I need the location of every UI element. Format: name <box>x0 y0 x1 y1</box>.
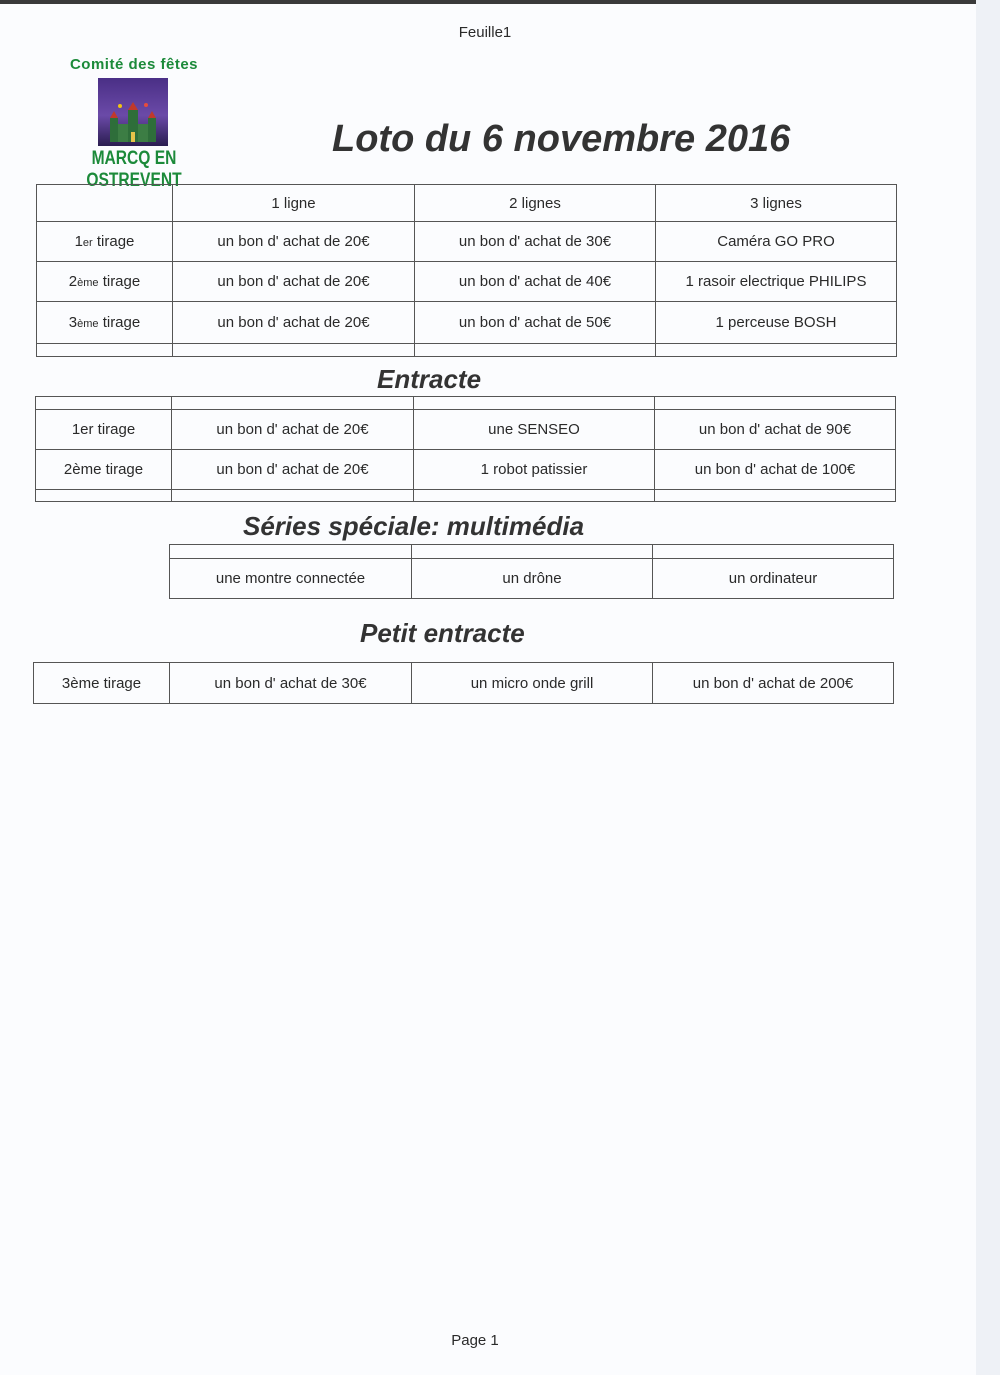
table-cell: une montre connectée <box>170 559 412 599</box>
table-row <box>170 559 894 599</box>
scan-top-edge <box>0 0 1000 4</box>
row-label <box>37 262 173 302</box>
scan-right-edge <box>976 0 1000 1375</box>
sheet-name: Feuille1 <box>458 24 512 41</box>
series-heading: Séries spéciale: multimédia <box>243 511 585 541</box>
table-cell: un bon d' achat de 30€ <box>415 222 656 262</box>
table-cell: un bon d' achat de 40€ <box>415 262 656 302</box>
table-row <box>36 450 896 490</box>
table-cell: 1 robot patissier <box>414 450 655 490</box>
table-cell: un bon d' achat de 50€ <box>415 302 656 344</box>
row-label: 1er tirage <box>36 410 172 450</box>
table-cell: un ordinateur <box>653 559 894 599</box>
table-cell: un bon d' achat de 20€ <box>172 410 414 450</box>
row-label-suffix: ème <box>77 318 99 330</box>
header-cell: 1 ligne <box>173 185 415 222</box>
page-title: Loto du 6 novembre 2016 <box>332 118 791 160</box>
castle-fireworks-image <box>98 78 168 146</box>
entracte-table <box>35 396 896 502</box>
row-label-word: tirage <box>102 273 141 290</box>
table-cell: une SENSEO <box>414 410 655 450</box>
table-spacer-row <box>36 490 896 502</box>
table-cell: un bon d' achat de 20€ <box>173 222 415 262</box>
row-label-word: tirage <box>96 233 135 250</box>
table-cell: 1 rasoir electrique PHILIPS <box>656 262 897 302</box>
table-spacer-row <box>36 397 896 410</box>
logo <box>44 56 224 191</box>
table-row <box>37 222 897 262</box>
page-number: Page 1 <box>451 1332 499 1349</box>
table-cell: 1 perceuse BOSH <box>656 302 897 344</box>
entracte-heading: Entracte <box>377 364 482 394</box>
logo-top-text: Comité des fêtes <box>69 56 199 73</box>
petit-entracte-heading: Petit entracte <box>360 618 525 648</box>
table-spacer-row <box>170 545 894 559</box>
table-cell: un bon d' achat de 90€ <box>655 410 896 450</box>
main-prize-table <box>36 184 897 357</box>
table-spacer-row <box>37 344 897 357</box>
header-cell: 3 lignes <box>656 185 897 222</box>
table-cell: un bon d' achat de 200€ <box>653 663 894 704</box>
header-cell <box>37 185 173 222</box>
table-row <box>37 302 897 344</box>
row-label: 2ème tirage <box>36 450 172 490</box>
row-label-num: 3 <box>68 314 78 331</box>
row-label <box>37 222 173 262</box>
series-table <box>169 544 894 599</box>
table-cell: un bon d' achat de 20€ <box>173 262 415 302</box>
row-label-suffix: er <box>82 237 93 249</box>
logo-bottom-text: MARCQ EN OSTREVENT <box>86 148 182 191</box>
table-header-row <box>37 185 897 222</box>
table-row <box>34 663 894 704</box>
row-label-num: 1 <box>74 233 83 250</box>
table-cell: un drône <box>412 559 653 599</box>
row-label <box>37 302 173 344</box>
table-row <box>36 410 896 450</box>
table-cell: un bon d' achat de 20€ <box>173 302 415 344</box>
header-cell: 2 lignes <box>415 185 656 222</box>
castle-icon <box>106 102 160 142</box>
petit-entracte-table <box>33 662 894 704</box>
row-label: 3ème tirage <box>34 663 170 704</box>
row-label-num: 2 <box>68 273 78 290</box>
row-label-word: tirage <box>102 314 141 331</box>
table-cell: un bon d' achat de 20€ <box>172 450 414 490</box>
table-cell: un micro onde grill <box>412 663 653 704</box>
table-cell: Caméra GO PRO <box>656 222 897 262</box>
table-cell: un bon d' achat de 100€ <box>655 450 896 490</box>
table-row <box>37 262 897 302</box>
table-cell: un bon d' achat de 30€ <box>170 663 412 704</box>
row-label-suffix: ème <box>77 277 99 289</box>
